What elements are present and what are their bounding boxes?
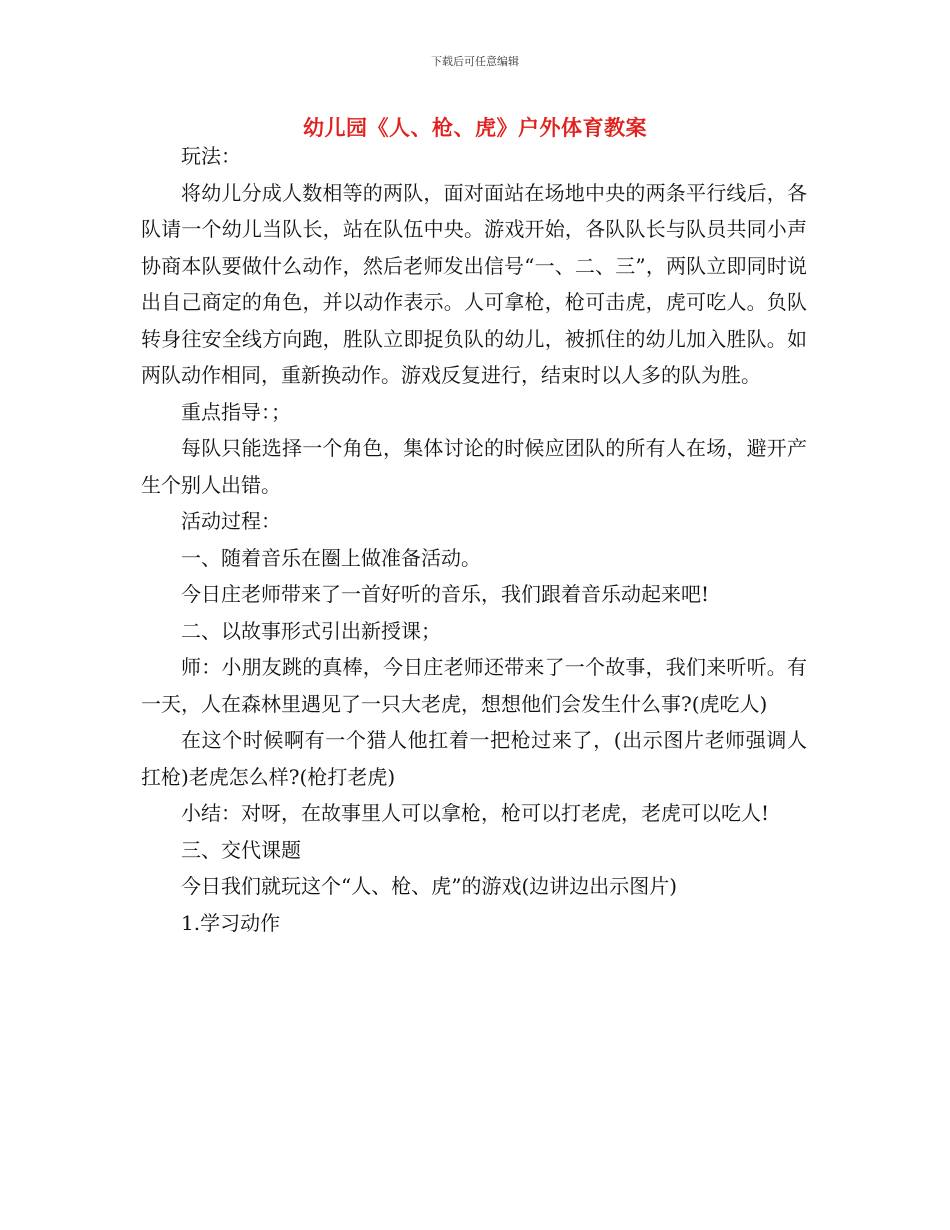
document-title: 幼儿园《人、枪、虎》户外体育教案 [303, 116, 647, 140]
paragraph-summary: 小结：对呀，在故事里人可以拿枪，枪可以打老虎，老虎可以吃人! [181, 801, 770, 825]
paragraph-step-two: 二、以故事形式引出新授课； [181, 618, 441, 643]
paragraph-guidance-heading: 重点指导：； [181, 399, 291, 424]
paragraph-guidance: 每队只能选择一个角色，集体讨论的时候应团队的所有人在场，避开产生个别人出错。 [141, 436, 807, 497]
paragraph-learn-actions: 1.学习动作 [181, 910, 281, 935]
paragraph-gameplay: 将幼儿分成人数相等的两队，面对面站在场地中央的两条平行线后，各队请一个幼儿当队长，站在队伍中央。游戏开始，各队队长与队员共同小声协商本队要做什么动作，然后老师发出信号“一、二、三”，两队立即同时说出自己商定的角色，并以动作表示。人可拿枪，枪可击虎，虎可吃人。负队转身往安全线方向跑，胜队立即捉负队的幼儿，被抓住的幼儿加入胜队。如两队动作相同，重新换动作。游戏反复进行，结束时以人多的队为胜。 [141, 180, 807, 387]
paragraph-music: 今日庄老师带来了一首好听的音乐，我们跟着音乐动起来吧! [181, 582, 710, 606]
header-note: 下载后可任意编辑 [431, 55, 519, 68]
paragraph-hunter: 在这个时候啊有一个猎人他扛着一把枪过来了，(出示图片老师强调人扛枪)老虎怎么样?(枪打老虎) [141, 728, 807, 789]
paragraph-process-heading: 活动过程： [181, 509, 281, 533]
paragraph-gameplay-heading: 玩法： [181, 144, 241, 168]
paragraph-step-one: 一、随着音乐在圈上做准备活动。 [181, 545, 481, 570]
paragraph-step-three: 三、交代课题 [181, 837, 301, 862]
document-body [141, 138, 807, 941]
paragraph-story: 师：小朋友跳的真棒，今日庄老师还带来了一个故事，我们来听听。有一天，人在森林里遇见了一只大老虎，想想他们会发生什么事?(虎吃人) [141, 655, 807, 716]
paragraph-game-intro: 今日我们就玩这个“人、枪、虎”的游戏(边讲边出示图片) [181, 874, 678, 898]
